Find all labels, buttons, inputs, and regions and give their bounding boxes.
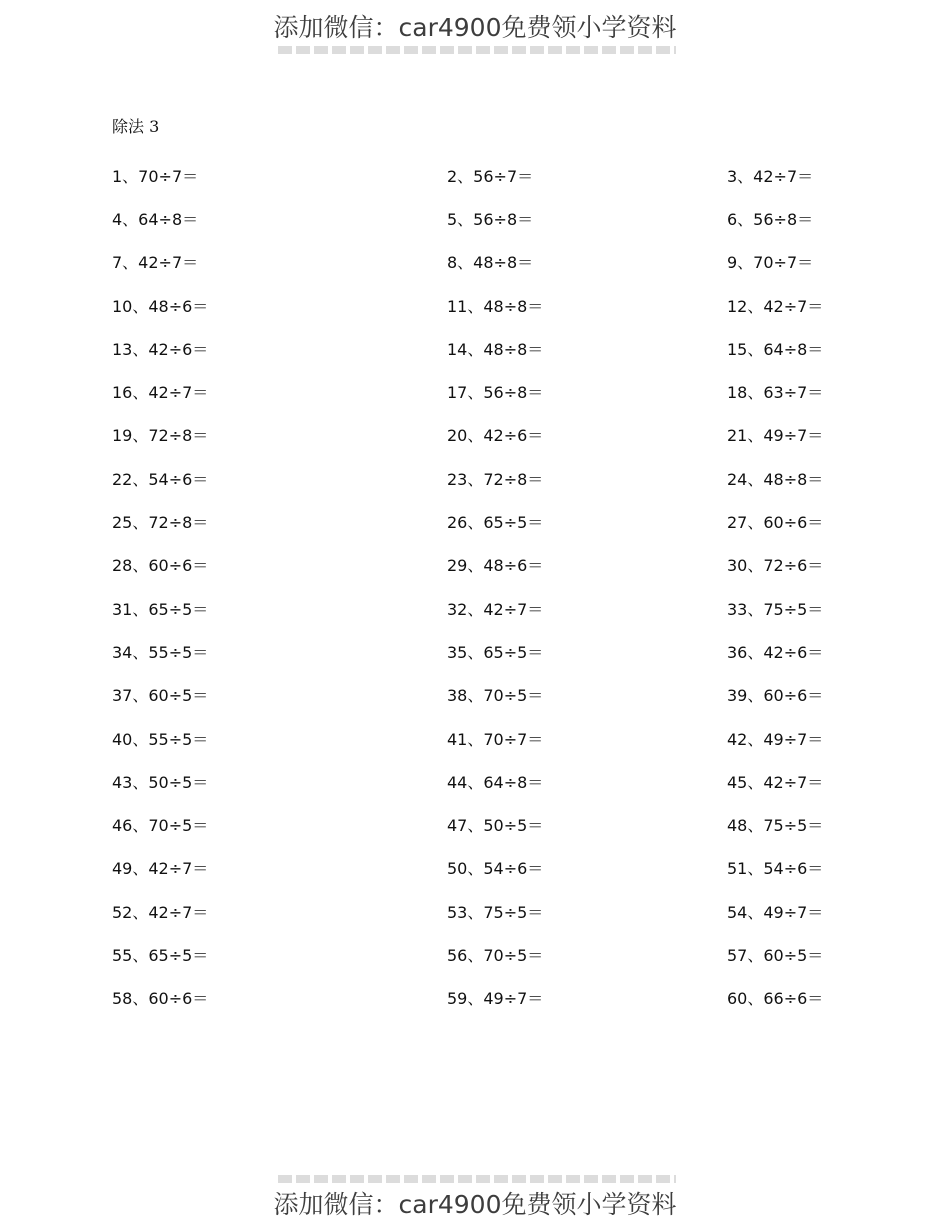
problem-item: 59、49÷7＝ bbox=[447, 989, 544, 1009]
problem-item: 32、42÷7＝ bbox=[447, 599, 544, 619]
problem-item: 37、60÷5＝ bbox=[112, 686, 209, 706]
problem-item: 54、49÷7＝ bbox=[727, 902, 824, 922]
problem-item: 58、60÷6＝ bbox=[112, 989, 209, 1009]
problem-item: 33、75÷5＝ bbox=[727, 599, 824, 619]
problem-item: 27、60÷6＝ bbox=[727, 513, 824, 533]
problem-item: 12、42÷7＝ bbox=[727, 296, 824, 316]
problem-item: 43、50÷5＝ bbox=[112, 772, 209, 792]
problem-item: 15、64÷8＝ bbox=[727, 339, 824, 359]
problem-item: 35、65÷5＝ bbox=[447, 642, 544, 662]
problem-item: 6、56÷8＝ bbox=[727, 209, 814, 229]
problem-item: 10、48÷6＝ bbox=[112, 296, 209, 316]
problem-item: 53、75÷5＝ bbox=[447, 902, 544, 922]
problem-item: 9、70÷7＝ bbox=[727, 253, 814, 273]
problem-item: 20、42÷6＝ bbox=[447, 426, 544, 446]
problem-item: 25、72÷8＝ bbox=[112, 513, 209, 533]
problem-item: 44、64÷8＝ bbox=[447, 772, 544, 792]
problem-item: 30、72÷6＝ bbox=[727, 556, 824, 576]
problem-item: 22、54÷6＝ bbox=[112, 469, 209, 489]
problem-item: 19、72÷8＝ bbox=[112, 426, 209, 446]
problem-item: 5、56÷8＝ bbox=[447, 209, 534, 229]
problem-item: 8、48÷8＝ bbox=[447, 253, 534, 273]
problem-item: 49、42÷7＝ bbox=[112, 859, 209, 879]
problem-item: 11、48÷8＝ bbox=[447, 296, 544, 316]
problem-item: 28、60÷6＝ bbox=[112, 556, 209, 576]
faint-text-line-top bbox=[278, 46, 676, 54]
problem-item: 18、63÷7＝ bbox=[727, 383, 824, 403]
problem-item: 47、50÷5＝ bbox=[447, 816, 544, 836]
problem-item: 39、60÷6＝ bbox=[727, 686, 824, 706]
problem-item: 52、42÷7＝ bbox=[112, 902, 209, 922]
problem-item: 60、66÷6＝ bbox=[727, 989, 824, 1009]
problem-item: 26、65÷5＝ bbox=[447, 513, 544, 533]
problem-grid bbox=[112, 155, 872, 1021]
problem-item: 7、42÷7＝ bbox=[112, 253, 199, 273]
problem-item: 48、75÷5＝ bbox=[727, 816, 824, 836]
watermark-top: 添加微信：car4900免费领小学资料 bbox=[273, 13, 677, 42]
problem-item: 45、42÷7＝ bbox=[727, 772, 824, 792]
problem-item: 46、70÷5＝ bbox=[112, 816, 209, 836]
problem-item: 50、54÷6＝ bbox=[447, 859, 544, 879]
problem-item: 17、56÷8＝ bbox=[447, 383, 544, 403]
problem-item: 4、64÷8＝ bbox=[112, 209, 199, 229]
problem-item: 2、56÷7＝ bbox=[447, 166, 534, 186]
problem-item: 41、70÷7＝ bbox=[447, 729, 544, 749]
problem-item: 13、42÷6＝ bbox=[112, 339, 209, 359]
problem-item: 1、70÷7＝ bbox=[112, 166, 199, 186]
problem-item: 16、42÷7＝ bbox=[112, 383, 209, 403]
page-title: 除法 3 bbox=[112, 117, 160, 136]
problem-item: 36、42÷6＝ bbox=[727, 642, 824, 662]
problem-item: 55、65÷5＝ bbox=[112, 945, 209, 965]
problem-item: 40、55÷5＝ bbox=[112, 729, 209, 749]
watermark-bottom: 添加微信：car4900免费领小学资料 bbox=[273, 1190, 677, 1219]
problem-item: 38、70÷5＝ bbox=[447, 686, 544, 706]
faint-text-line-bottom bbox=[278, 1175, 676, 1183]
problem-item: 29、48÷6＝ bbox=[447, 556, 544, 576]
problem-item: 51、54÷6＝ bbox=[727, 859, 824, 879]
problem-item: 3、42÷7＝ bbox=[727, 166, 814, 186]
problem-item: 31、65÷5＝ bbox=[112, 599, 209, 619]
problem-item: 57、60÷5＝ bbox=[727, 945, 824, 965]
problem-item: 23、72÷8＝ bbox=[447, 469, 544, 489]
problem-item: 42、49÷7＝ bbox=[727, 729, 824, 749]
problem-item: 24、48÷8＝ bbox=[727, 469, 824, 489]
problem-item: 34、55÷5＝ bbox=[112, 642, 209, 662]
problem-item: 21、49÷7＝ bbox=[727, 426, 824, 446]
problem-item: 56、70÷5＝ bbox=[447, 945, 544, 965]
problem-item: 14、48÷8＝ bbox=[447, 339, 544, 359]
